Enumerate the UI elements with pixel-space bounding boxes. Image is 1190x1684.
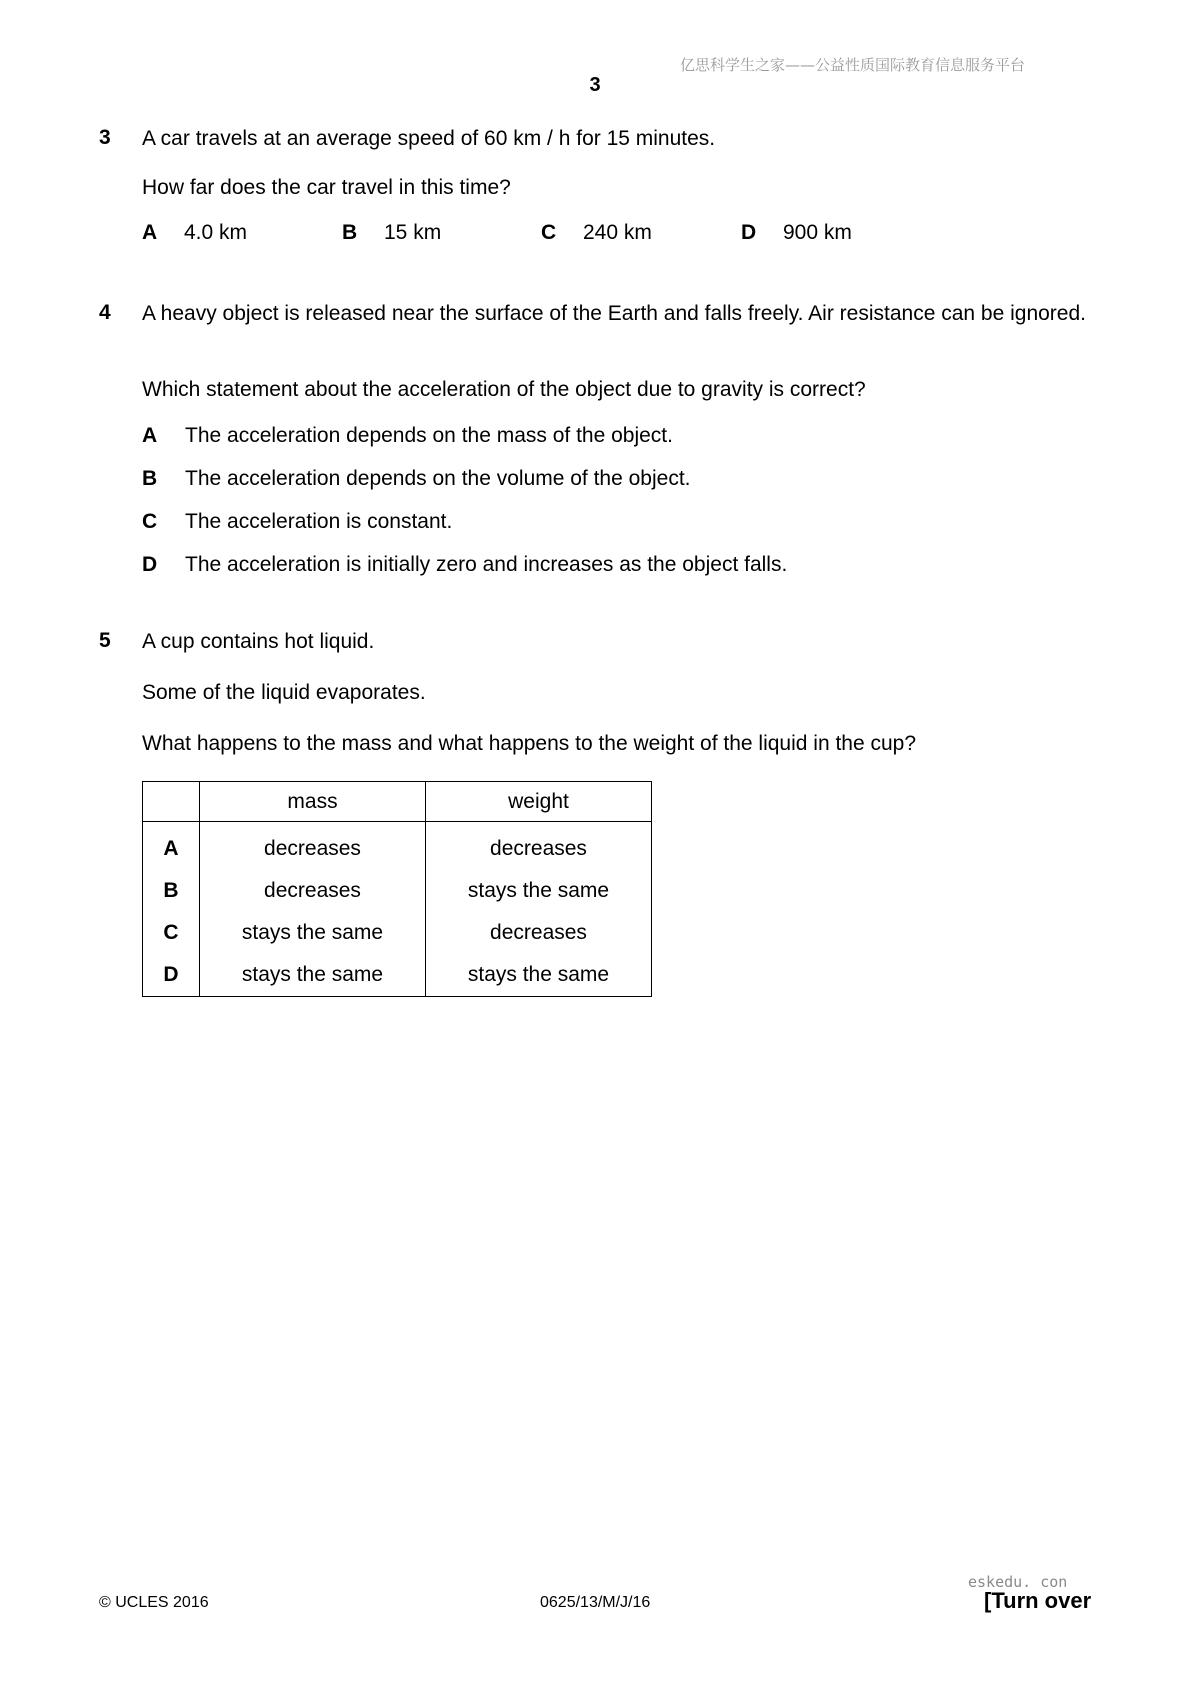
option-d-text: 900 km [783, 221, 852, 244]
question-number: 4 [99, 301, 111, 324]
table-row [143, 912, 652, 954]
option-b-letter: B [342, 221, 358, 244]
table-row [143, 954, 652, 997]
question-number: 5 [99, 629, 111, 652]
option-a-letter: A [142, 221, 158, 244]
table-cell: D [143, 954, 200, 997]
table-row [143, 822, 652, 871]
page-number: 3 [589, 74, 601, 96]
option-d-text: The acceleration is initially zero and increases as the object falls. [185, 553, 788, 576]
table-cell: stays the same [426, 954, 652, 997]
option-b-text: 15 km [384, 221, 442, 244]
option-a-letter: A [142, 424, 158, 447]
answer-table [142, 781, 652, 997]
table-cell: stays the same [426, 870, 652, 912]
footer-code: 0625/13/M/J/16 [540, 1594, 651, 1611]
question-stem: A car travels at an average speed of 60 km / h for 15 minutes. [142, 127, 716, 150]
option-a-text: The acceleration depends on the mass of the object. [185, 424, 673, 447]
table-cell: stays the same [200, 954, 426, 997]
option-b-letter: B [142, 467, 158, 490]
table-header-cell: weight [426, 782, 652, 822]
option-b-text: The acceleration depends on the volume of the object. [185, 467, 691, 490]
footer-watermark: eskedu. con [968, 1573, 1068, 1591]
question-prompt: Which statement about the acceleration of the object due to gravity is correct? [142, 378, 866, 401]
footer-copyright: © UCLES 2016 [99, 1594, 209, 1611]
option-d-letter: D [142, 553, 158, 576]
table-cell: A [143, 822, 200, 871]
table-cell: decreases [426, 912, 652, 954]
table-cell: decreases [200, 822, 426, 871]
table-row [143, 870, 652, 912]
table-cell: decreases [200, 870, 426, 912]
question-stem: A cup contains hot liquid. [142, 630, 375, 653]
table-cell: stays the same [200, 912, 426, 954]
table-header-row [143, 782, 652, 822]
question-number: 3 [99, 126, 111, 149]
option-d-letter: D [741, 221, 757, 244]
table-cell: B [143, 870, 200, 912]
header-watermark: 亿思科学生之家——公益性质国际教育信息服务平台 [680, 56, 1026, 74]
turn-over-label: [Turn over [984, 1588, 1092, 1613]
question-stem: A heavy object is released near the surface of the Earth and falls freely. Air resistance can be ignored. [142, 302, 1086, 325]
question-stem: Some of the liquid evaporates. [142, 681, 426, 704]
table-header-cell: mass [200, 782, 426, 822]
question-prompt: What happens to the mass and what happens to the weight of the liquid in the cup? [142, 732, 917, 755]
question-prompt: How far does the car travel in this time? [142, 176, 511, 199]
option-c-text: The acceleration is constant. [185, 510, 453, 533]
option-c-text: 240 km [583, 221, 652, 244]
option-c-letter: C [541, 221, 557, 244]
table-cell: decreases [426, 822, 652, 871]
option-c-letter: C [142, 510, 158, 533]
table-header-cell [143, 782, 200, 822]
table-cell: C [143, 912, 200, 954]
option-a-text: 4.0 km [184, 221, 248, 244]
